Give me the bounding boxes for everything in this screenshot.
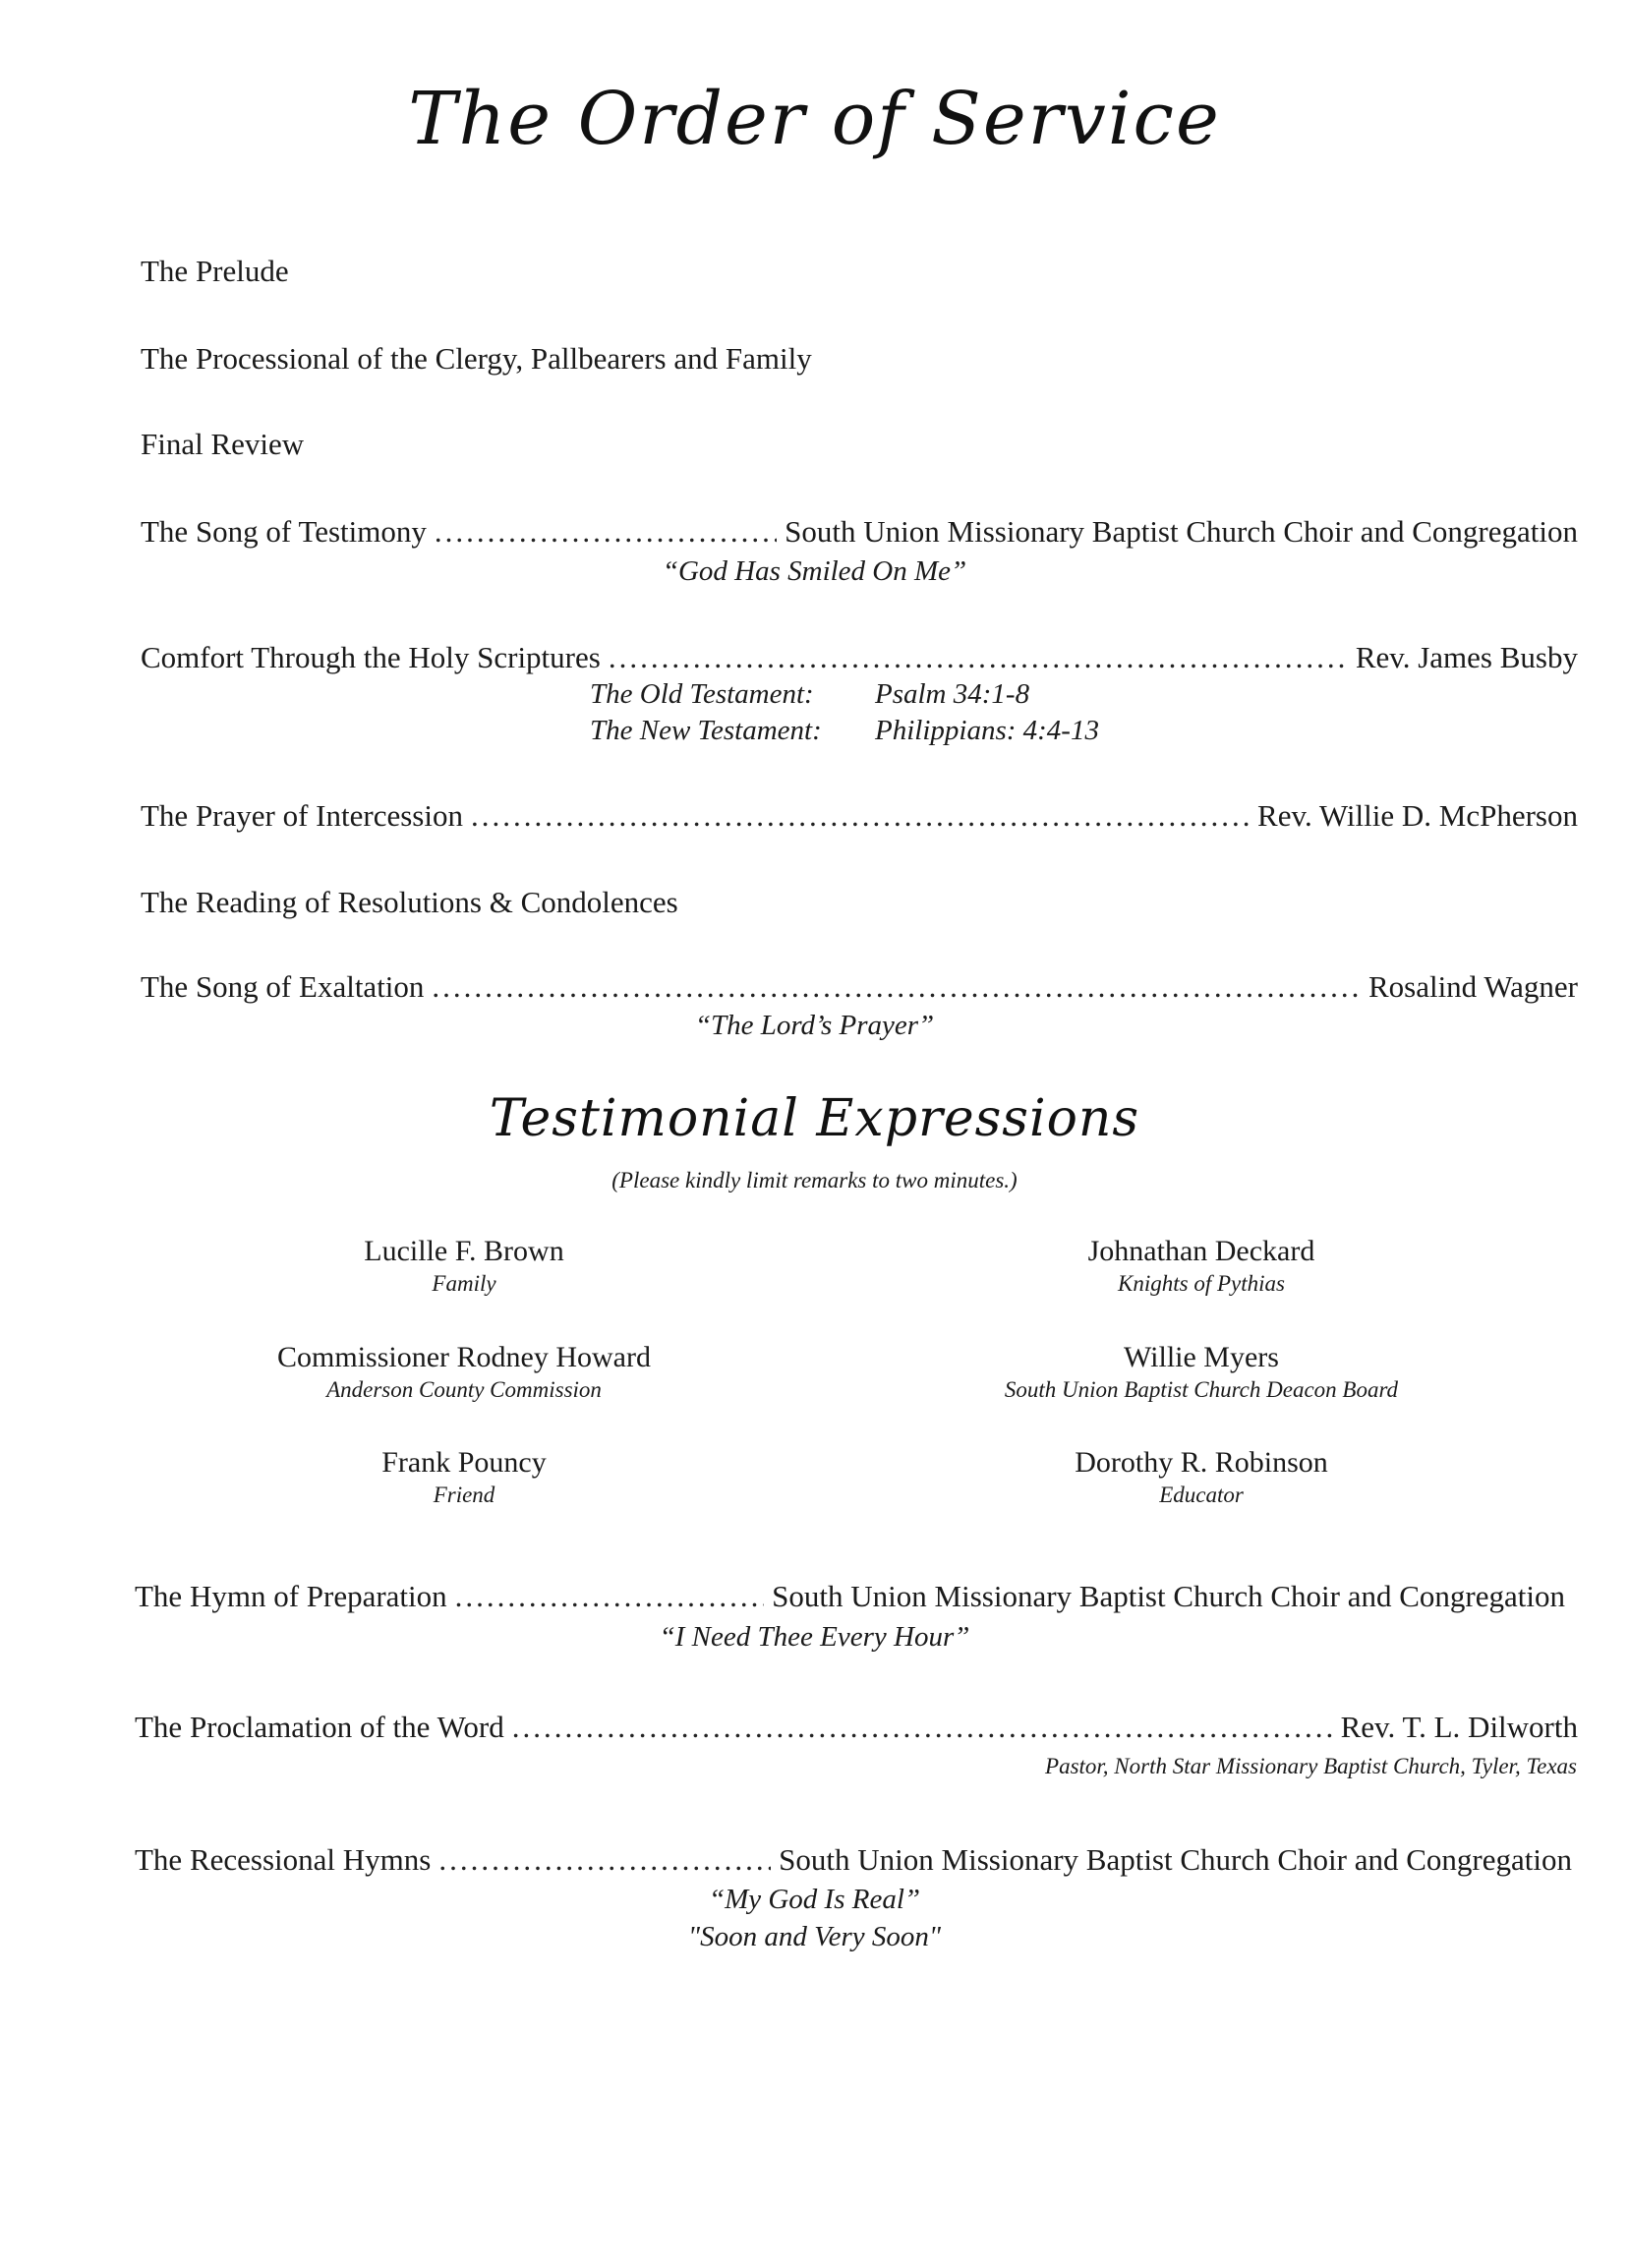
proclamation-performer: Rev. T. L. Dilworth — [1340, 1710, 1578, 1744]
speaker — [208, 1340, 720, 1405]
processional-item: The Processional of the Clergy, Pallbearers and Family — [141, 341, 812, 376]
old-testament-reading — [590, 676, 1029, 713]
song-testimony-label: The Song of Testimony — [141, 514, 427, 549]
new-testament-label: The New Testament: — [590, 715, 822, 746]
speaker — [946, 1340, 1457, 1405]
new-testament-reading — [590, 713, 1099, 749]
recessional-song-1: “My God Is Real” — [708, 1884, 921, 1915]
speaker-role: Friend — [433, 1483, 495, 1507]
proclamation-subtitle: Pastor, North Star Missionary Baptist Church, Tyler, Texas — [1045, 1754, 1577, 1778]
testimonial-note: (Please kindly limit remarks to two minutes.) — [611, 1168, 1018, 1192]
song-testimony-row — [141, 512, 1578, 552]
scriptures-row — [141, 638, 1578, 677]
hymn-preparation-title: “I Need Thee Every Hour” — [659, 1621, 970, 1653]
final-review-item: Final Review — [141, 427, 305, 461]
proclamation-label: The Proclamation of the Word — [135, 1710, 504, 1744]
recessional-label: The Recessional Hymns — [135, 1842, 432, 1877]
resolutions-item: The Reading of Resolutions & Condolences — [141, 885, 678, 919]
recessional-row — [135, 1840, 1572, 1880]
speaker — [208, 1445, 720, 1510]
speaker-role: South Union Baptist Church Deacon Board — [1004, 1377, 1399, 1402]
prayer-performer: Rev. Willie D. McPherson — [1257, 798, 1578, 833]
recessional-performer: South Union Missionary Baptist Church Choir and Congregation — [779, 1842, 1572, 1877]
speaker-name: Dorothy R. Robinson — [1075, 1446, 1328, 1479]
speaker-role: Anderson County Commission — [326, 1377, 602, 1402]
testimonial-title: Testimonial Expressions — [489, 1089, 1140, 1148]
prayer-row — [141, 796, 1578, 836]
speaker — [946, 1445, 1457, 1510]
dot-leader — [609, 638, 1348, 677]
prelude-item: The Prelude — [141, 254, 289, 288]
speaker — [946, 1234, 1457, 1299]
speaker-role: Family — [432, 1271, 496, 1296]
song-testimony-performer: South Union Missionary Baptist Church Choir and Congregation — [785, 514, 1578, 549]
dot-leader — [512, 1708, 1333, 1747]
speaker-name: Frank Pouncy — [381, 1446, 547, 1479]
speaker — [208, 1234, 720, 1299]
scriptures-label: Comfort Through the Holy Scriptures — [141, 640, 601, 674]
hymn-preparation-performer: South Union Missionary Baptist Church Choir and Congregation — [772, 1579, 1565, 1613]
prayer-label: The Prayer of Intercession — [141, 798, 463, 833]
hymn-preparation-row — [135, 1577, 1565, 1616]
speaker-name: Johnathan Deckard — [1087, 1235, 1315, 1267]
speaker-name: Willie Myers — [1124, 1341, 1279, 1373]
speaker-role: Knights of Pythias — [1118, 1271, 1285, 1296]
song-exaltation-performer: Rosalind Wagner — [1367, 969, 1578, 1004]
dot-leader — [438, 1840, 771, 1880]
dot-leader — [432, 967, 1361, 1007]
new-testament-ref: Philippians: 4:4-13 — [875, 715, 1099, 746]
old-testament-label: The Old Testament: — [590, 678, 814, 710]
song-exaltation-title: “The Lord’s Prayer” — [694, 1010, 935, 1041]
old-testament-ref: Psalm 34:1-8 — [875, 678, 1030, 710]
dot-leader — [435, 512, 777, 552]
proclamation-row — [135, 1708, 1578, 1747]
dot-leader — [471, 796, 1250, 836]
scriptures-performer: Rev. James Busby — [1355, 640, 1578, 674]
dot-leader — [455, 1577, 765, 1616]
speaker-name: Lucille F. Brown — [364, 1235, 564, 1267]
recessional-song-2: "Soon and Very Soon" — [687, 1921, 942, 1952]
song-testimony-title: “God Has Smiled On Me” — [662, 555, 967, 587]
speaker-name: Commissioner Rodney Howard — [277, 1341, 651, 1373]
song-exaltation-row — [141, 967, 1578, 1007]
hymn-preparation-label: The Hymn of Preparation — [135, 1579, 447, 1613]
song-exaltation-label: The Song of Exaltation — [141, 969, 425, 1004]
speaker-role: Educator — [1159, 1483, 1244, 1507]
page-title: The Order of Service — [408, 77, 1221, 161]
